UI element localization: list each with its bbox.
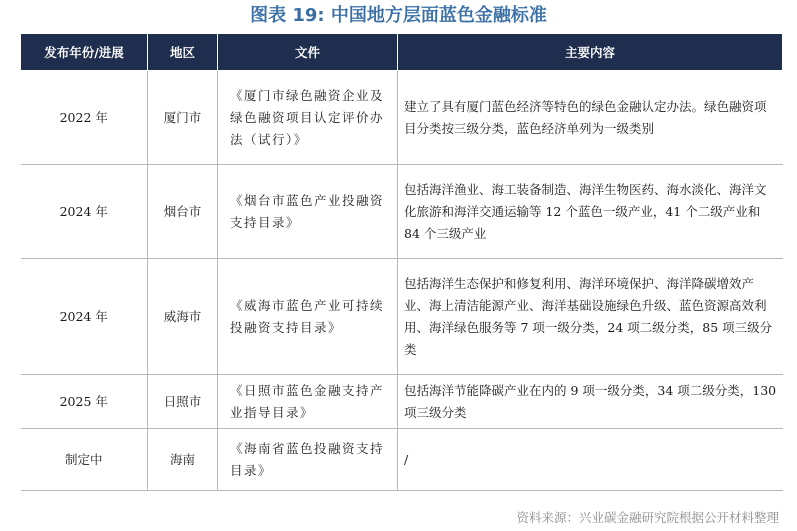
cell-document: 《日照市蓝色金融支持产业指导目录》	[218, 375, 398, 429]
header-content: 主要内容	[398, 34, 783, 71]
cell-region: 烟台市	[148, 165, 218, 259]
cell-year: 制定中	[21, 429, 148, 491]
table-row	[21, 429, 783, 491]
cell-region: 厦门市	[148, 71, 218, 165]
header-document: 文件	[218, 34, 398, 71]
cell-document: 《海南省蓝色投融资支持目录》	[218, 429, 398, 491]
blue-finance-standards-table	[20, 34, 783, 491]
cell-content: /	[398, 429, 783, 491]
cell-content: 包括海洋节能降碳产业在内的 9 项一级分类，34 项二级分类，130 项三级分类	[398, 375, 783, 429]
table-row	[21, 375, 783, 429]
cell-year: 2025 年	[21, 375, 148, 429]
cell-region: 威海市	[148, 259, 218, 375]
header-year: 发布年份/进展	[21, 34, 148, 71]
table-row	[21, 71, 783, 165]
table-header-row	[21, 34, 783, 71]
cell-content: 包括海洋生态保护和修复利用、海洋环境保护、海洋降碳增效产业、海上清洁能源产业、海洋基础设施绿色升级、蓝色资源高效利用、海洋绿色服务等 7 项一级分类，24 项二级分类，85 项三级分类	[398, 259, 783, 375]
cell-content: 包括海洋渔业、海工装备制造、海洋生物医药、海水淡化、海洋文化旅游和海洋交通运输等 12 个蓝色一级产业，41 个二级产业和 84 个三级产业	[398, 165, 783, 259]
cell-document: 《威海市蓝色产业可持续投融资支持目录》	[218, 259, 398, 375]
header-region: 地区	[148, 34, 218, 71]
cell-region: 海南	[148, 429, 218, 491]
cell-content: 建立了具有厦门蓝色经济等特色的绿色金融认定办法。绿色融资项目分类按三级分类，蓝色经济单列为一级类别	[398, 71, 783, 165]
cell-region: 日照市	[148, 375, 218, 429]
cell-document: 《烟台市蓝色产业投融资支持目录》	[218, 165, 398, 259]
cell-year: 2022 年	[21, 71, 148, 165]
table-row	[21, 259, 783, 375]
figure-title: 图表 19: 中国地方层面蓝色金融标准	[250, 5, 547, 26]
cell-document: 《厦门市绿色融资企业及绿色融资项目认定评价办法（试行）》	[218, 71, 398, 165]
source-note: 资料来源：兴业碳金融研究院根据公开材料整理	[516, 510, 779, 525]
cell-year: 2024 年	[21, 259, 148, 375]
cell-year: 2024 年	[21, 165, 148, 259]
table-row	[21, 165, 783, 259]
